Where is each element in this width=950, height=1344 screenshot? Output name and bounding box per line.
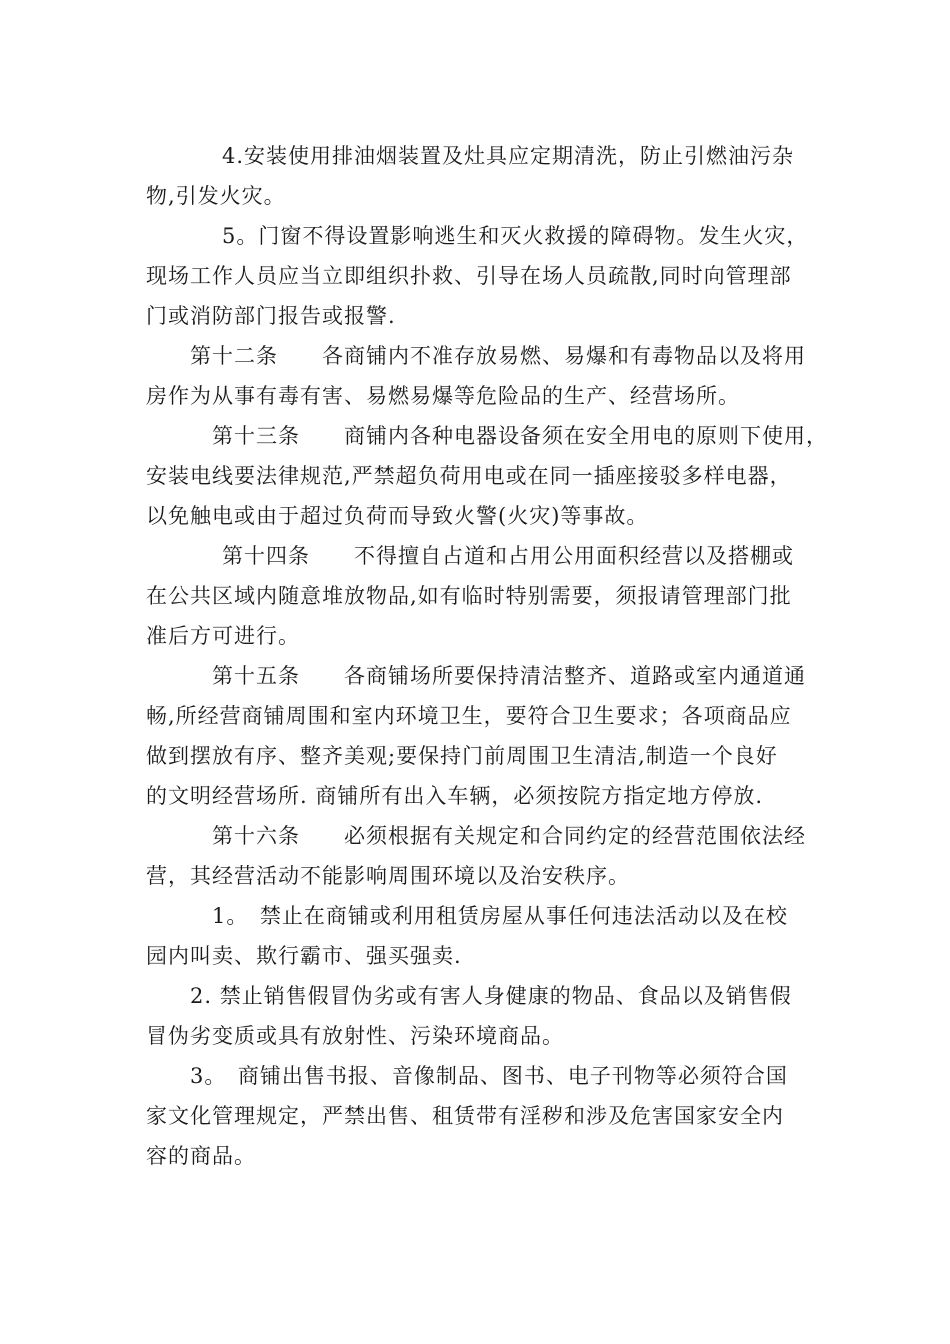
text-line: 门或消防部门报告或报警. bbox=[146, 304, 396, 328]
text-line: 畅,所经营商铺周围和室内环境卫生，要符合卫生要求；各项商品应 bbox=[146, 704, 792, 728]
text-line: 房作为从事有毒有害、易燃易爆等危险品的生产、经营场所。 bbox=[146, 384, 740, 408]
text-line: 3。 商铺出售书报、音像制品、图书、电子刊物等必须符合国 bbox=[190, 1064, 788, 1088]
text-line: 第十五条 各商铺场所要保持清洁整齐、道路或室内通道通 bbox=[212, 664, 806, 688]
text-line: 容的商品。 bbox=[146, 1144, 256, 1168]
text-line: 第十六条 必须根据有关规定和合同约定的经营范围依法经 bbox=[212, 824, 806, 848]
text-line: 安装电线要法律规范,严禁超负荷用电或在同一插座接驳多样电器， bbox=[146, 464, 792, 488]
text-line: 营，其经营活动不能影响周围环境以及治安秩序。 bbox=[146, 864, 630, 888]
text-line: 以免触电或由于超过负荷而导致火警(火灾)等事故。 bbox=[146, 504, 649, 528]
text-line: 现场工作人员应当立即组织扑救、引导在场人员疏散,同时向管理部 bbox=[146, 264, 792, 288]
text-line: 冒伪劣变质或具有放射性、污染环境商品。 bbox=[146, 1024, 564, 1048]
text-line: 2. 禁止销售假冒伪劣或有害人身健康的物品、食品以及销售假 bbox=[190, 984, 792, 1008]
text-line: 4.安装使用排油烟装置及灶具应定期清洗，防止引燃油污杂 bbox=[222, 144, 795, 168]
text-line: 5。门窗不得设置影响逃生和灭火救援的障碍物。发生火灾， bbox=[222, 224, 809, 248]
text-line: 第十四条 不得擅自占道和占用公用面积经营以及搭棚或 bbox=[222, 544, 794, 568]
text-line: 家文化管理规定，严禁出售、租赁带有淫秽和涉及危害国家安全内 bbox=[146, 1104, 784, 1128]
text-line: 准后方可进行。 bbox=[146, 624, 300, 648]
text-line: 的文明经营场所. 商铺所有出入车辆，必须按院方指定地方停放. bbox=[146, 784, 764, 808]
text-line: 1。 禁止在商铺或利用租赁房屋从事任何违法活动以及在校 bbox=[212, 904, 788, 928]
text-line: 物,引发火灾。 bbox=[146, 184, 286, 208]
text-line: 在公共区域内随意堆放物品,如有临时特别需要，须报请管理部门批 bbox=[146, 584, 792, 608]
text-line: 第十三条 商铺内各种电器设备须在安全用电的原则下使用， bbox=[212, 424, 828, 448]
text-line: 园内叫卖、欺行霸市、强买强卖. bbox=[146, 944, 462, 968]
text-line: 第十二条 各商铺内不准存放易燃、易爆和有毒物品以及将用 bbox=[190, 344, 806, 368]
text-line: 做到摆放有序、整齐美观;要保持门前周围卫生清洁,制造一个良好 bbox=[146, 744, 778, 768]
